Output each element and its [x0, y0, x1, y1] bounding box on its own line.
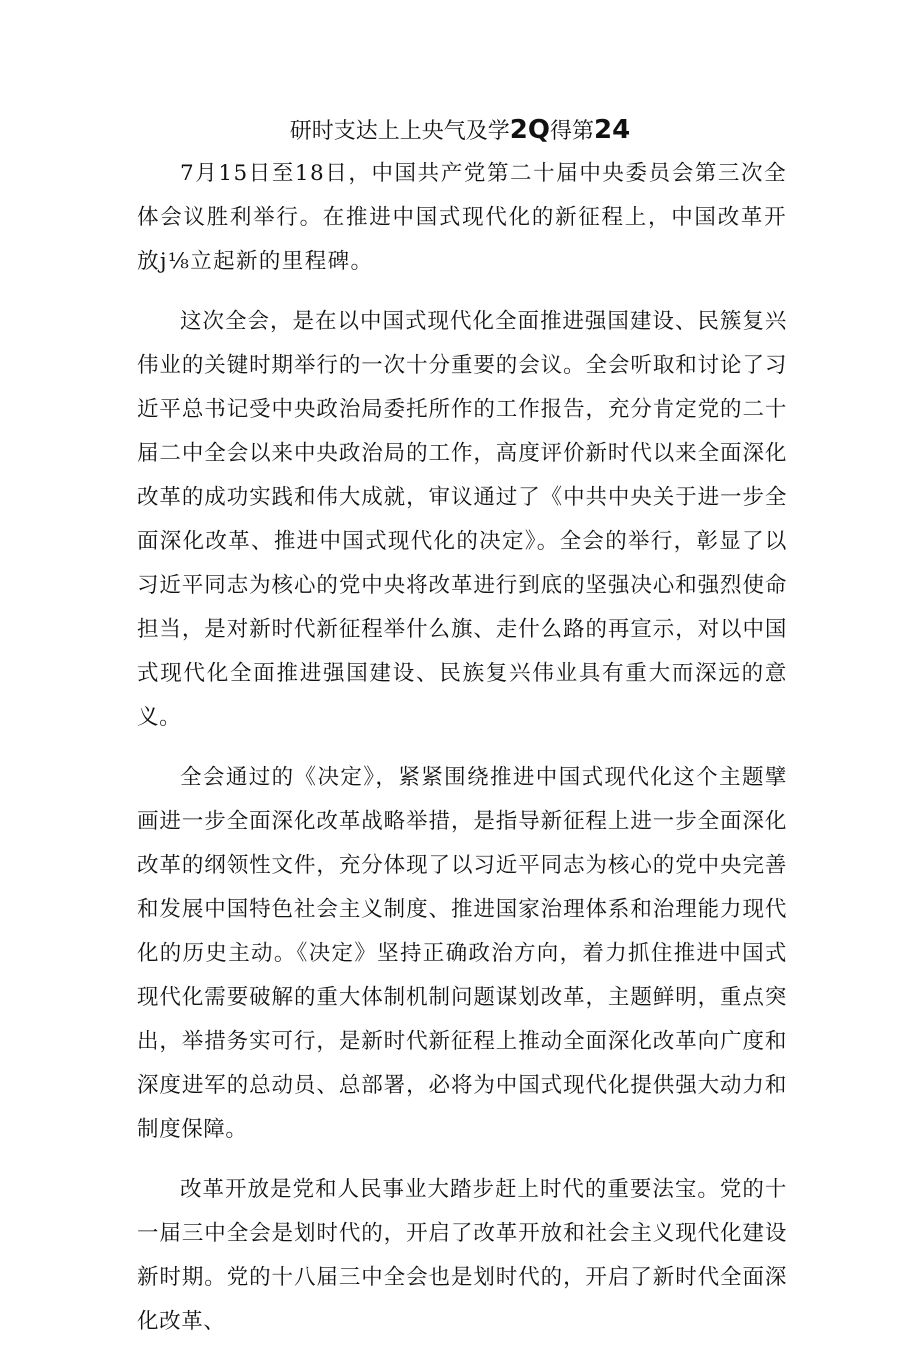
paragraph-2: 这次全会，是在以中国式现代化全面推进强国建设、民簇复兴伟业的关键时期举行的一次十分重要的会议。全会听取和讨论了习近平总书记受中央政治局委托所作的工作报告，充分肯定党的二十届二中全会以来中央政治局的工作，高度评价新时代以来全面深化改革的成功实践和伟大成就，审议通过了《中共中央关于进一步全面深化改革、推进中国式现代化的决定》。全会的举行，彰显了以习近平同志为核心的党中央将改革进行到底的坚强决心和强烈使命担当，是对新时代新征程举什么旗、走什么路的再宣示，对以中国式现代化全面推进强国建设、民族复兴伟业具有重大而深远的意义。 — [137, 309, 787, 730]
paragraph-4: 改革开放是党和人民事业大踏步赶上时代的重要法宝。党的十一届三中全会是划时代的，开启了改革开放和社会主义现代化建设新时期。党的十八届三中全会也是划时代的，开启了新时代全面深化改革、 — [137, 1177, 787, 1334]
title-number-1: 2Q — [509, 115, 550, 145]
document-title — [0, 112, 920, 150]
paragraph-3: 全会通过的《决定》，紧紧围绕推进中国式现代化这个主题擘画进一步全面深化改革战略举措，是指导新征程上进一步全面深化改革的纲领性文件，充分体现了以习近平同志为核心的党中央完善和发展中国特色社会主义制度、推进国家治理体系和治理能力现代化的历史主动。《决定》坚持正确政治方向，着力抓住推进中国式现代化需要破解的重大体制机制问题谋划改革，主题鲜明，重点突出，举措务实可行，是新时代新征程上推动全面深化改革向广度和深度进军的总动员、总部署，必将为中国式现代化提供强大动力和制度保障。 — [137, 765, 787, 1142]
title-number-2: 24 — [594, 115, 631, 145]
document-body — [137, 152, 787, 1360]
title-prefix: 研时支达上上央气及学 — [289, 119, 510, 144]
paragraph-1: 7月15日至18日，中国共产党第二十届中央委员会第三次全体会议胜利举行。在推进中国式现代化的新征程上，中国改革开放j⅛立起新的里程碑。 — [137, 161, 787, 274]
title-mid: 得第 — [550, 119, 595, 144]
